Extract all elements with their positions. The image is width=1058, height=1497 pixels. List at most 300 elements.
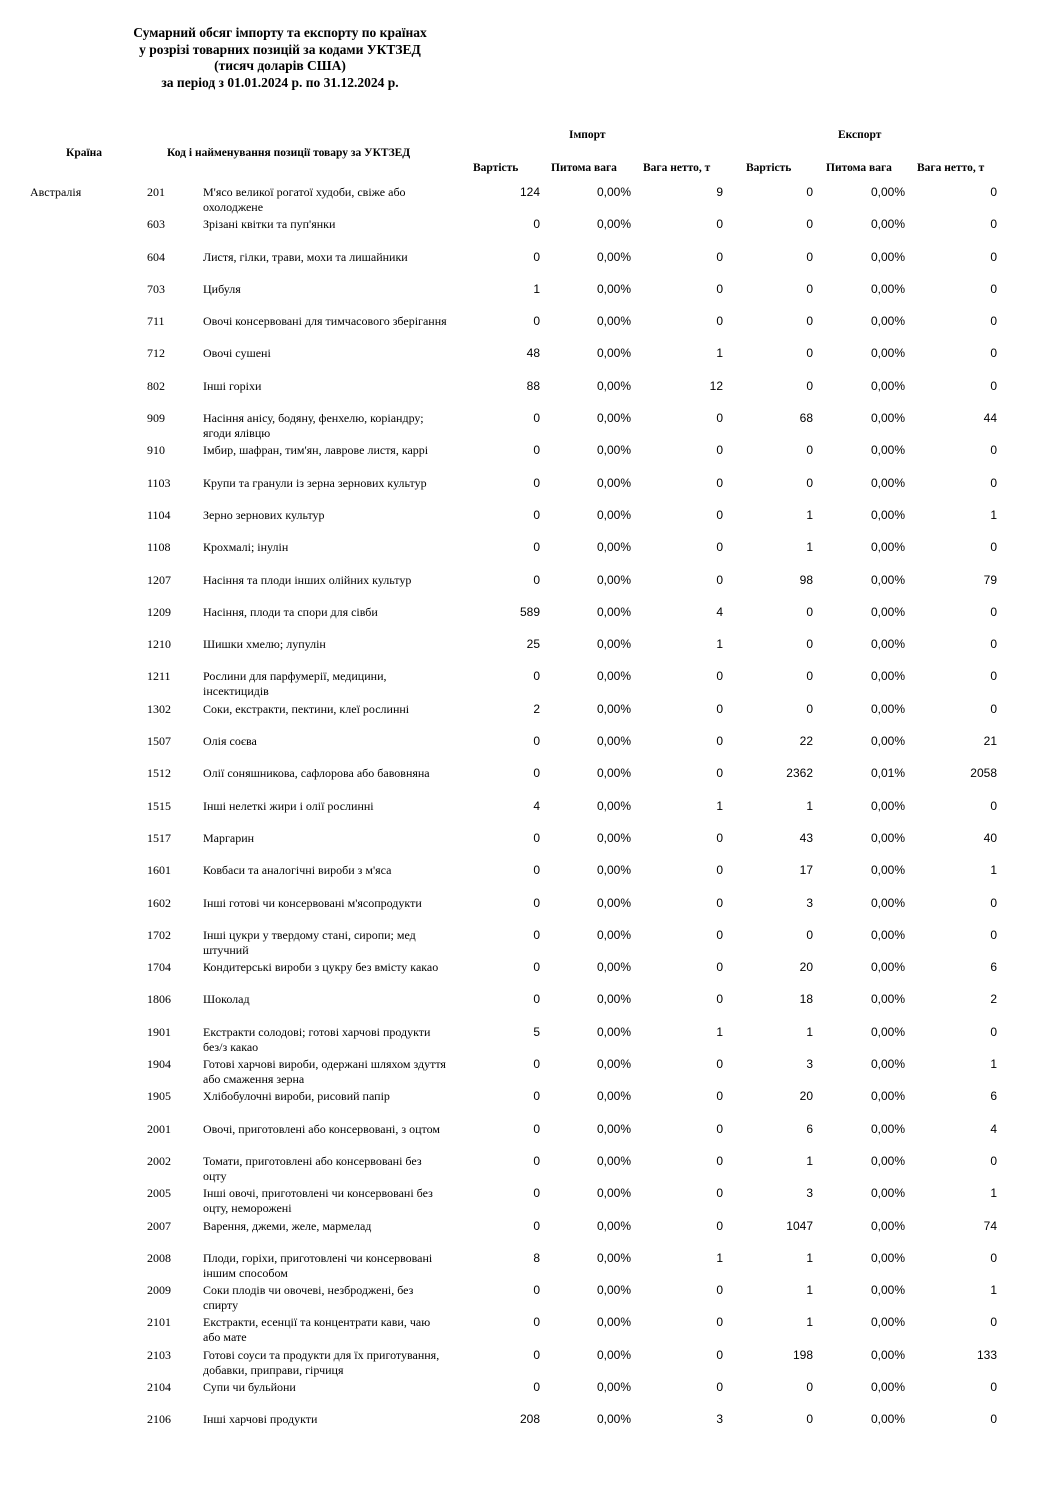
code-cell: 1108: [147, 540, 171, 555]
table-row: [0, 992, 1058, 1024]
product-name-cell: Зрізані квітки та пуп'янки: [203, 217, 336, 232]
export-share-cell: 0,00%: [870, 927, 905, 942]
import-weight-cell: 0: [716, 1186, 723, 1201]
table-row: [0, 766, 1058, 798]
table-row: [0, 1412, 1058, 1444]
import-share-cell: 0,00%: [596, 927, 631, 942]
import-value-cell: 4: [533, 798, 540, 813]
export-weight-cell: 0: [990, 1024, 997, 1039]
import-weight-cell: 0: [716, 281, 723, 296]
code-cell: 1207: [147, 572, 171, 587]
product-name-cell: Крохмалі; інулін: [203, 540, 289, 555]
import-weight-cell: 1: [716, 346, 723, 361]
export-share-cell: 0,00%: [870, 378, 905, 393]
product-name-cell: Овочі сушені: [203, 346, 271, 361]
product-name-cell: Інші нелеткі жири і олії рослинні: [203, 798, 374, 813]
product-name-cell: Хлібобулочні вироби, рисовий папір: [203, 1089, 390, 1104]
import-weight-cell: 0: [716, 1283, 723, 1298]
table-row: [0, 346, 1058, 378]
import-share-cell: 0,00%: [596, 637, 631, 652]
export-share-cell: 0,00%: [870, 1153, 905, 1168]
export-share-cell: 0,00%: [870, 475, 905, 490]
export-weight-cell: 0: [990, 1315, 997, 1330]
export-share-cell: 0,00%: [870, 637, 905, 652]
export-share-cell: 0,00%: [870, 701, 905, 716]
export-value-cell: 22: [799, 734, 813, 749]
export-value-cell: 0: [806, 346, 813, 361]
export-weight-cell: 1: [990, 1057, 997, 1072]
export-value-cell: 0: [806, 1412, 813, 1427]
table-row: [0, 702, 1058, 734]
import-share-cell: 0,00%: [596, 1218, 631, 1233]
export-value-cell: 2362: [786, 766, 813, 781]
import-share-cell: 0,00%: [596, 1379, 631, 1394]
export-weight-cell: 0: [990, 540, 997, 555]
table-row: [0, 508, 1058, 540]
table-row: [0, 185, 1058, 217]
import-value-cell: 0: [533, 1347, 540, 1362]
product-name-cell: Варення, джеми, желе, мармелад: [203, 1218, 372, 1233]
import-share-cell: 0,00%: [596, 960, 631, 975]
product-name-cell: Екстракти, есенції та концентрати кави, чаю або мате: [203, 1315, 431, 1345]
import-value-cell: 124: [519, 185, 540, 199]
export-value-cell: 98: [799, 572, 813, 587]
export-value-cell: 1: [806, 1315, 813, 1330]
export-share-cell: 0,00%: [870, 1186, 905, 1201]
export-value-cell: 1: [806, 1283, 813, 1298]
import-value-cell: 0: [533, 540, 540, 555]
import-weight-cell: 0: [716, 1218, 723, 1233]
import-value-cell: 5: [533, 1024, 540, 1039]
export-share-cell: 0,00%: [870, 1412, 905, 1427]
export-value-cell: 0: [806, 378, 813, 393]
import-weight-cell: 0: [716, 992, 723, 1007]
code-cell: 703: [147, 281, 165, 296]
table-row: [0, 1348, 1058, 1380]
header-export: Експорт: [838, 129, 882, 141]
import-value-cell: 0: [533, 863, 540, 878]
import-value-cell: 0: [533, 475, 540, 490]
product-name-cell: Інші готові чи консервовані м'ясопродукти: [203, 895, 422, 910]
product-name-cell: Шишки хмелю; лупулін: [203, 637, 326, 652]
header-code-name: Код і найменування позиції товару за УКТЗЕД: [167, 147, 411, 159]
export-weight-cell: 1: [990, 1186, 997, 1201]
import-weight-cell: 3: [716, 1412, 723, 1427]
export-share-cell: 0,00%: [870, 734, 905, 749]
import-share-cell: 0,00%: [596, 378, 631, 393]
export-share-cell: 0,01%: [870, 766, 905, 781]
import-weight-cell: 0: [716, 314, 723, 329]
product-name-cell: Соки плодів чи овочеві, незброджені, без спирту: [203, 1283, 414, 1313]
export-value-cell: 0: [806, 249, 813, 264]
export-value-cell: 0: [806, 927, 813, 942]
export-weight-cell: 0: [990, 701, 997, 716]
export-weight-cell: 0: [990, 669, 997, 684]
export-value-cell: 0: [806, 475, 813, 490]
import-share-cell: 0,00%: [596, 1315, 631, 1330]
export-share-cell: 0,00%: [870, 540, 905, 555]
title-line-1: Сумарний обсяг імпорту та експорту по країнах: [133, 25, 427, 40]
header-import-value: Вартість: [473, 162, 519, 174]
export-value-cell: 0: [806, 217, 813, 232]
export-value-cell: 1: [806, 1024, 813, 1039]
code-cell: 1904: [147, 1057, 171, 1072]
import-share-cell: 0,00%: [596, 863, 631, 878]
product-name-cell: Листя, гілки, трави, мохи та лишайники: [203, 249, 408, 264]
product-name-cell: Інші горіхи: [203, 378, 262, 393]
product-name-cell: Рослини для парфумерії, медицини, інсектицидів: [203, 669, 387, 699]
import-value-cell: 48: [526, 346, 540, 361]
export-weight-cell: 74: [983, 1218, 997, 1233]
export-weight-cell: 40: [983, 830, 997, 845]
import-weight-cell: 0: [716, 830, 723, 845]
product-name-cell: Овочі консервовані для тимчасового зберігання: [203, 314, 447, 329]
product-name-cell: Супи чи бульйони: [203, 1379, 296, 1394]
import-value-cell: 1: [533, 281, 540, 296]
import-value-cell: 0: [533, 1218, 540, 1233]
export-share-cell: 0,00%: [870, 314, 905, 329]
table-row: [0, 282, 1058, 314]
import-share-cell: 0,00%: [596, 249, 631, 264]
table-row: [0, 928, 1058, 960]
export-value-cell: 3: [806, 895, 813, 910]
export-weight-cell: 0: [990, 314, 997, 329]
code-cell: 712: [147, 346, 165, 361]
import-value-cell: 0: [533, 669, 540, 684]
table-row: [0, 896, 1058, 928]
import-weight-cell: 0: [716, 249, 723, 264]
export-weight-cell: 6: [990, 1089, 997, 1104]
table-row: [0, 1122, 1058, 1154]
export-weight-cell: 0: [990, 895, 997, 910]
title-line-2: у розрізі товарних позицій за кодами УКТЗЕД: [139, 41, 421, 57]
import-share-cell: 0,00%: [596, 766, 631, 781]
import-weight-cell: 1: [716, 1250, 723, 1265]
import-share-cell: 0,00%: [596, 540, 631, 555]
header-country: Країна: [66, 147, 103, 159]
export-share-cell: 0,00%: [870, 1250, 905, 1265]
import-share-cell: 0,00%: [596, 1250, 631, 1265]
export-value-cell: 3: [806, 1057, 813, 1072]
import-share-cell: 0,00%: [596, 1283, 631, 1298]
import-weight-cell: 0: [716, 669, 723, 684]
import-share-cell: 0,00%: [596, 411, 631, 426]
export-value-cell: 1: [806, 1250, 813, 1265]
product-name-cell: Готові соуси та продукти для їх приготування, добавки, приправи, гірчиця: [203, 1347, 440, 1377]
export-share-cell: 0,00%: [870, 507, 905, 522]
import-weight-cell: 0: [716, 766, 723, 781]
import-value-cell: 0: [533, 1379, 540, 1394]
export-value-cell: 1: [806, 1153, 813, 1168]
import-weight-cell: 0: [716, 507, 723, 522]
import-value-cell: 0: [533, 411, 540, 426]
table-row: [0, 411, 1058, 443]
import-weight-cell: 4: [716, 604, 723, 619]
import-value-cell: 0: [533, 1283, 540, 1298]
table-row: [0, 734, 1058, 766]
export-weight-cell: 0: [990, 1250, 997, 1265]
import-weight-cell: 9: [716, 185, 723, 199]
code-cell: 1512: [147, 766, 171, 781]
code-cell: 1901: [147, 1024, 171, 1039]
export-value-cell: 18: [799, 992, 813, 1007]
import-weight-cell: 1: [716, 637, 723, 652]
export-value-cell: 1: [806, 798, 813, 813]
export-value-cell: 68: [799, 411, 813, 426]
export-weight-cell: 0: [990, 346, 997, 361]
export-share-cell: 0,00%: [870, 1057, 905, 1072]
export-share-cell: 0,00%: [870, 572, 905, 587]
product-name-cell: Готові харчові вироби, одержані шляхом здуття або смаження зерна: [203, 1057, 446, 1087]
title-line-4: за період з 01.01.2024 р. по 31.12.2024 р.: [161, 74, 399, 90]
import-weight-cell: 0: [716, 443, 723, 458]
import-value-cell: 0: [533, 443, 540, 458]
table-row: [0, 476, 1058, 508]
export-share-cell: 0,00%: [870, 281, 905, 296]
code-cell: 2101: [147, 1315, 171, 1330]
code-cell: 2106: [147, 1412, 171, 1427]
import-share-cell: 0,00%: [596, 1347, 631, 1362]
table-row: [0, 540, 1058, 572]
import-value-cell: 0: [533, 1153, 540, 1168]
import-weight-cell: 0: [716, 1153, 723, 1168]
export-value-cell: 1047: [786, 1218, 813, 1233]
product-name-cell: Овочі, приготовлені або консервовані, з оцтом: [203, 1121, 440, 1136]
export-share-cell: 0,00%: [870, 863, 905, 878]
product-name-cell: Насіння та плоди інших олійних культур: [203, 572, 412, 587]
product-name-cell: Ковбаси та аналогічні вироби з м'яса: [203, 863, 392, 878]
export-weight-cell: 6: [990, 960, 997, 975]
code-cell: 2001: [147, 1121, 171, 1136]
code-cell: 1515: [147, 798, 171, 813]
export-weight-cell: 0: [990, 798, 997, 813]
export-value-cell: 198: [792, 1347, 813, 1362]
table-row: [0, 1186, 1058, 1218]
import-value-cell: 0: [533, 1315, 540, 1330]
import-share-cell: 0,00%: [596, 830, 631, 845]
code-cell: 1905: [147, 1089, 171, 1104]
import-share-cell: 0,00%: [596, 346, 631, 361]
product-name-cell: Зерно зернових культур: [203, 507, 325, 522]
import-value-cell: 8: [533, 1250, 540, 1265]
export-value-cell: 0: [806, 443, 813, 458]
code-cell: 910: [147, 443, 165, 458]
code-cell: 1806: [147, 992, 171, 1007]
export-weight-cell: 0: [990, 378, 997, 393]
table-row: [0, 250, 1058, 282]
import-weight-cell: 0: [716, 217, 723, 232]
code-cell: 2008: [147, 1250, 171, 1265]
import-value-cell: 0: [533, 1121, 540, 1136]
import-value-cell: 0: [533, 507, 540, 522]
export-value-cell: 3: [806, 1186, 813, 1201]
export-weight-cell: 0: [990, 185, 997, 199]
header-import-share: Питома вага: [551, 162, 617, 174]
import-share-cell: 0,00%: [596, 572, 631, 587]
import-share-cell: 0,00%: [596, 1024, 631, 1039]
import-share-cell: 0,00%: [596, 443, 631, 458]
table-row: [0, 217, 1058, 249]
export-weight-cell: 0: [990, 443, 997, 458]
import-value-cell: 0: [533, 830, 540, 845]
export-share-cell: 0,00%: [870, 1283, 905, 1298]
table-row: [0, 637, 1058, 669]
import-value-cell: 0: [533, 734, 540, 749]
export-value-cell: 43: [799, 830, 813, 845]
product-name-cell: Олії соняшникова, сафлорова або бавовняна: [203, 766, 430, 781]
export-weight-cell: 4: [990, 1121, 997, 1136]
import-value-cell: 0: [533, 766, 540, 781]
code-cell: 1517: [147, 830, 171, 845]
code-cell: 711: [147, 314, 165, 329]
code-cell: 909: [147, 411, 165, 426]
export-value-cell: 17: [799, 863, 813, 878]
import-share-cell: 0,00%: [596, 1121, 631, 1136]
export-share-cell: 0,00%: [870, 185, 905, 199]
import-share-cell: 0,00%: [596, 1153, 631, 1168]
import-weight-cell: 0: [716, 1315, 723, 1330]
code-cell: 1104: [147, 507, 171, 522]
table-row: [0, 960, 1058, 992]
import-value-cell: 0: [533, 249, 540, 264]
import-value-cell: 0: [533, 217, 540, 232]
table-row: [0, 573, 1058, 605]
import-weight-cell: 0: [716, 572, 723, 587]
import-share-cell: 0,00%: [596, 1412, 631, 1427]
import-share-cell: 0,00%: [596, 992, 631, 1007]
import-weight-cell: 0: [716, 475, 723, 490]
import-weight-cell: 0: [716, 1347, 723, 1362]
export-share-cell: 0,00%: [870, 1089, 905, 1104]
code-cell: 1210: [147, 637, 171, 652]
import-weight-cell: 0: [716, 701, 723, 716]
import-share-cell: 0,00%: [596, 734, 631, 749]
product-name-cell: Томати, приготовлені або консервовані без оцту: [203, 1153, 422, 1183]
report-title: [60, 25, 500, 91]
product-name-cell: Кондитерські вироби з цукру без вмісту какао: [203, 960, 439, 975]
export-share-cell: 0,00%: [870, 960, 905, 975]
import-value-cell: 589: [519, 604, 540, 619]
product-name-cell: Насіння, плоди та спори для сівби: [203, 604, 378, 619]
export-value-cell: 0: [806, 1379, 813, 1394]
table-row: [0, 863, 1058, 895]
export-share-cell: 0,00%: [870, 249, 905, 264]
import-value-cell: 0: [533, 992, 540, 1007]
product-name-cell: Насіння анісу, бодяну, фенхелю, коріандру; ягоди ялівцю: [203, 411, 424, 441]
export-weight-cell: 1: [990, 863, 997, 878]
table-row: [0, 1089, 1058, 1121]
import-share-cell: 0,00%: [596, 217, 631, 232]
import-share-cell: 0,00%: [596, 669, 631, 684]
export-share-cell: 0,00%: [870, 443, 905, 458]
table-row: [0, 605, 1058, 637]
import-value-cell: 0: [533, 1057, 540, 1072]
code-cell: 2002: [147, 1153, 171, 1168]
import-share-cell: 0,00%: [596, 281, 631, 296]
export-share-cell: 0,00%: [870, 1024, 905, 1039]
export-value-cell: 1: [806, 540, 813, 555]
product-name-cell: Цибуля: [203, 281, 241, 296]
product-name-cell: Імбир, шафран, тим'ян, лаврове листя, каррі: [203, 443, 429, 458]
export-value-cell: 0: [806, 604, 813, 619]
export-weight-cell: 1: [990, 507, 997, 522]
import-value-cell: 0: [533, 960, 540, 975]
import-weight-cell: 0: [716, 1121, 723, 1136]
header-export-value: Вартість: [746, 162, 792, 174]
table-row: [0, 1219, 1058, 1251]
import-weight-cell: 0: [716, 895, 723, 910]
table-row: [0, 1154, 1058, 1186]
export-value-cell: 0: [806, 185, 813, 199]
header-export-weight: Вага нетто, т: [917, 162, 985, 174]
import-value-cell: 2: [533, 701, 540, 716]
import-share-cell: 0,00%: [596, 604, 631, 619]
import-value-cell: 0: [533, 1186, 540, 1201]
code-cell: 2005: [147, 1186, 171, 1201]
product-name-cell: Екстракти солодові; готові харчові продукти без/з какао: [203, 1024, 431, 1054]
code-cell: 802: [147, 378, 165, 393]
import-value-cell: 25: [526, 637, 540, 652]
product-name-cell: Крупи та гранули із зерна зернових культур: [203, 475, 427, 490]
export-value-cell: 1: [806, 507, 813, 522]
import-weight-cell: 0: [716, 927, 723, 942]
export-share-cell: 0,00%: [870, 604, 905, 619]
code-cell: 1211: [147, 669, 171, 684]
import-weight-cell: 0: [716, 411, 723, 426]
code-cell: 2007: [147, 1218, 171, 1233]
import-share-cell: 0,00%: [596, 1057, 631, 1072]
data-table: [0, 185, 1058, 1445]
export-share-cell: 0,00%: [870, 669, 905, 684]
import-value-cell: 88: [526, 378, 540, 393]
header-import-weight: Вага нетто, т: [643, 162, 711, 174]
export-value-cell: 0: [806, 669, 813, 684]
export-weight-cell: 2058: [970, 766, 997, 781]
import-weight-cell: 0: [716, 1057, 723, 1072]
import-value-cell: 0: [533, 314, 540, 329]
import-share-cell: 0,00%: [596, 1089, 631, 1104]
export-value-cell: 0: [806, 314, 813, 329]
import-weight-cell: 0: [716, 1379, 723, 1394]
export-share-cell: 0,00%: [870, 1379, 905, 1394]
export-value-cell: 6: [806, 1121, 813, 1136]
code-cell: 1601: [147, 863, 171, 878]
export-share-cell: 0,00%: [870, 1347, 905, 1362]
table-row: [0, 669, 1058, 701]
export-weight-cell: 21: [983, 734, 997, 749]
export-weight-cell: 0: [990, 281, 997, 296]
import-share-cell: 0,00%: [596, 185, 631, 199]
code-cell: 1302: [147, 701, 171, 716]
import-weight-cell: 0: [716, 960, 723, 975]
export-share-cell: 0,00%: [870, 1315, 905, 1330]
table-row: [0, 831, 1058, 863]
export-share-cell: 0,00%: [870, 1121, 905, 1136]
export-share-cell: 0,00%: [870, 895, 905, 910]
product-name-cell: Шоколад: [203, 992, 250, 1007]
header-import: Імпорт: [569, 129, 606, 141]
product-name-cell: М'ясо великої рогатої худоби, свіже або охолоджене: [203, 185, 406, 214]
import-weight-cell: 0: [716, 863, 723, 878]
import-value-cell: 208: [519, 1412, 540, 1427]
export-weight-cell: 0: [990, 604, 997, 619]
export-weight-cell: 133: [976, 1347, 997, 1362]
import-share-cell: 0,00%: [596, 1186, 631, 1201]
country-cell: Австралія: [30, 185, 82, 199]
table-row: [0, 1283, 1058, 1315]
table-row: [0, 314, 1058, 346]
export-value-cell: 0: [806, 701, 813, 716]
